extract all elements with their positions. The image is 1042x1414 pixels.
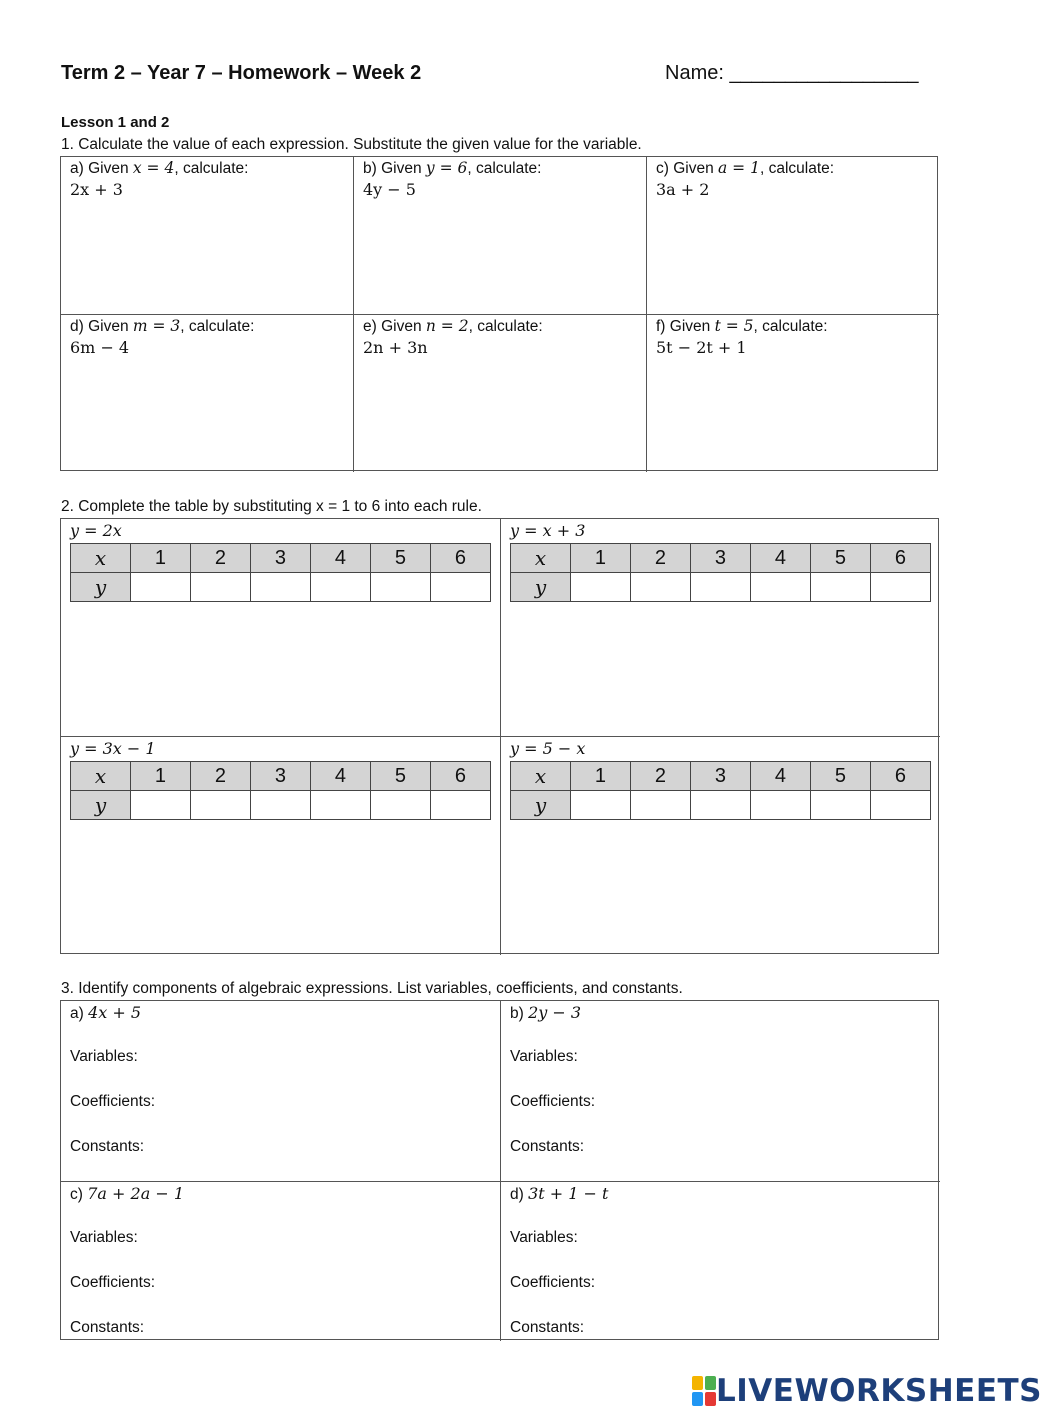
q3-instruction: 3. Identify components of algebraic expressions. List variables, coefficients, and constants. (61, 980, 683, 997)
q3-expression-a: 4x + 5 (88, 1003, 142, 1022)
q2-table-3 (70, 761, 491, 820)
y-row: y (71, 791, 491, 820)
q1-cell-f[interactable]: f) Given t = 5, calculate: 5t − 2t + 1 (647, 315, 939, 472)
variables-label: Variables: (70, 1229, 138, 1246)
q1-cell-b[interactable]: b) Given y = 6, calculate: 4y − 5 (354, 157, 647, 315)
y-answer-cell[interactable] (370, 791, 430, 820)
y-answer-cell[interactable] (870, 573, 930, 602)
q2-table-1 (70, 543, 491, 602)
y-row: y (71, 573, 491, 602)
q2-table-2 (510, 543, 931, 602)
liveworksheets-logo (692, 1373, 1042, 1409)
constants-label: Constants: (70, 1138, 145, 1155)
liveworksheets-logo-icon (692, 1376, 716, 1406)
q3-grid (60, 1000, 939, 1340)
q2-rule-1: y = 2x (70, 521, 122, 540)
q3-cell-d[interactable]: d) 3t + 1 − t Variables: Coefficients: Constants: (501, 1182, 940, 1341)
q1-cell-a[interactable]: a) Given x = 4, calculate: 2x + 3 (61, 157, 354, 315)
constants-label: Constants: (70, 1319, 145, 1336)
q2-cell-3 (61, 737, 501, 955)
y-answer-cell[interactable] (190, 791, 250, 820)
q1-expression-f: 5t − 2t + 1 (656, 338, 747, 357)
constants-label: Constants: (510, 1138, 585, 1155)
q3-expression-c: 7a + 2a − 1 (87, 1184, 184, 1203)
y-answer-cell[interactable] (370, 573, 430, 602)
q2-rule-4: y = 5 − x (510, 739, 586, 758)
q1-given-f: t = 5 (714, 317, 754, 335)
constants-label: Constants: (510, 1319, 585, 1336)
q1-cell-c[interactable]: c) Given a = 1, calculate: 3a + 2 (647, 157, 939, 315)
y-answer-cell[interactable] (250, 791, 310, 820)
y-row: y (511, 573, 931, 602)
q3-expression-b: 2y − 3 (528, 1003, 582, 1022)
q1-expression-b: 4y − 5 (363, 180, 416, 199)
coefficients-label: Coefficients: (510, 1093, 596, 1110)
coefficients-label: Coefficients: (70, 1093, 156, 1110)
coefficients-label: Coefficients: (510, 1274, 596, 1291)
q1-cell-e[interactable]: e) Given n = 2, calculate: 2n + 3n (354, 315, 647, 472)
q2-cell-4 (501, 737, 940, 955)
q1-instruction: 1. Calculate the value of each expression. Substitute the given value for the variable. (61, 136, 642, 153)
q1-given-c: a = 1 (718, 159, 760, 177)
q2-cell-1 (61, 519, 501, 737)
y-answer-cell[interactable] (870, 791, 930, 820)
y-answer-cell[interactable] (690, 573, 750, 602)
y-answer-cell[interactable] (630, 791, 690, 820)
y-answer-cell[interactable] (810, 573, 870, 602)
lesson-heading: Lesson 1 and 2 (61, 114, 170, 131)
y-answer-cell[interactable] (250, 573, 310, 602)
x-row: x 1 2 3 4 5 6 (71, 762, 491, 791)
y-answer-cell[interactable] (750, 791, 810, 820)
variables-label: Variables: (510, 1229, 578, 1246)
q3-cell-c[interactable]: c) 7a + 2a − 1 Variables: Coefficients: Constants: (61, 1182, 501, 1341)
x-row: x 1 2 3 4 5 6 (511, 544, 931, 573)
q2-cell-2 (501, 519, 940, 737)
y-answer-cell[interactable] (571, 573, 631, 602)
y-row: y (511, 791, 931, 820)
q2-table-4 (510, 761, 931, 820)
q2-rule-3: y = 3x − 1 (70, 739, 156, 758)
q2-instruction: 2. Complete the table by substituting x = 1 to 6 into each rule. (61, 498, 482, 515)
q1-expression-c: 3a + 2 (656, 180, 710, 199)
q3-expression-d: 3t + 1 − t (528, 1184, 609, 1203)
x-row: x 1 2 3 4 5 6 (71, 544, 491, 573)
page-title: Term 2 – Year 7 – Homework – Week 2 (61, 62, 422, 84)
y-answer-cell[interactable] (310, 573, 370, 602)
q3-cell-a[interactable]: a) 4x + 5 Variables: Coefficients: Constants: (61, 1001, 501, 1182)
variables-label: Variables: (510, 1048, 578, 1065)
q1-expression-a: 2x + 3 (70, 180, 123, 199)
y-answer-cell[interactable] (131, 573, 191, 602)
y-answer-cell[interactable] (690, 791, 750, 820)
q1-grid (60, 156, 938, 471)
y-answer-cell[interactable] (810, 791, 870, 820)
q3-cell-b[interactable]: b) 2y − 3 Variables: Coefficients: Constants: (501, 1001, 940, 1182)
q1-expression-e: 2n + 3n (363, 338, 428, 357)
y-answer-cell[interactable] (630, 573, 690, 602)
q1-expression-d: 6m − 4 (70, 338, 130, 357)
q2-grid (60, 518, 939, 954)
q1-given-e: n = 2 (425, 317, 469, 335)
variables-label: Variables: (70, 1048, 138, 1065)
coefficients-label: Coefficients: (70, 1274, 156, 1291)
q1-cell-d[interactable]: d) Given m = 3, calculate: 6m − 4 (61, 315, 354, 472)
x-row: x 1 2 3 4 5 6 (511, 762, 931, 791)
liveworksheets-logo-text: LIVEWORKSHEETS (716, 1373, 1042, 1409)
name-field-label: Name: _________________ (665, 62, 919, 84)
y-answer-cell[interactable] (190, 573, 250, 602)
y-answer-cell[interactable] (131, 791, 191, 820)
q1-given-b: y = 6 (425, 159, 468, 177)
y-answer-cell[interactable] (430, 573, 490, 602)
y-answer-cell[interactable] (750, 573, 810, 602)
q1-given-d: m = 3 (132, 317, 181, 335)
q1-given-a: x = 4 (132, 159, 175, 177)
q2-rule-2: y = x + 3 (510, 521, 586, 540)
y-answer-cell[interactable] (430, 791, 490, 820)
y-answer-cell[interactable] (571, 791, 631, 820)
y-answer-cell[interactable] (310, 791, 370, 820)
